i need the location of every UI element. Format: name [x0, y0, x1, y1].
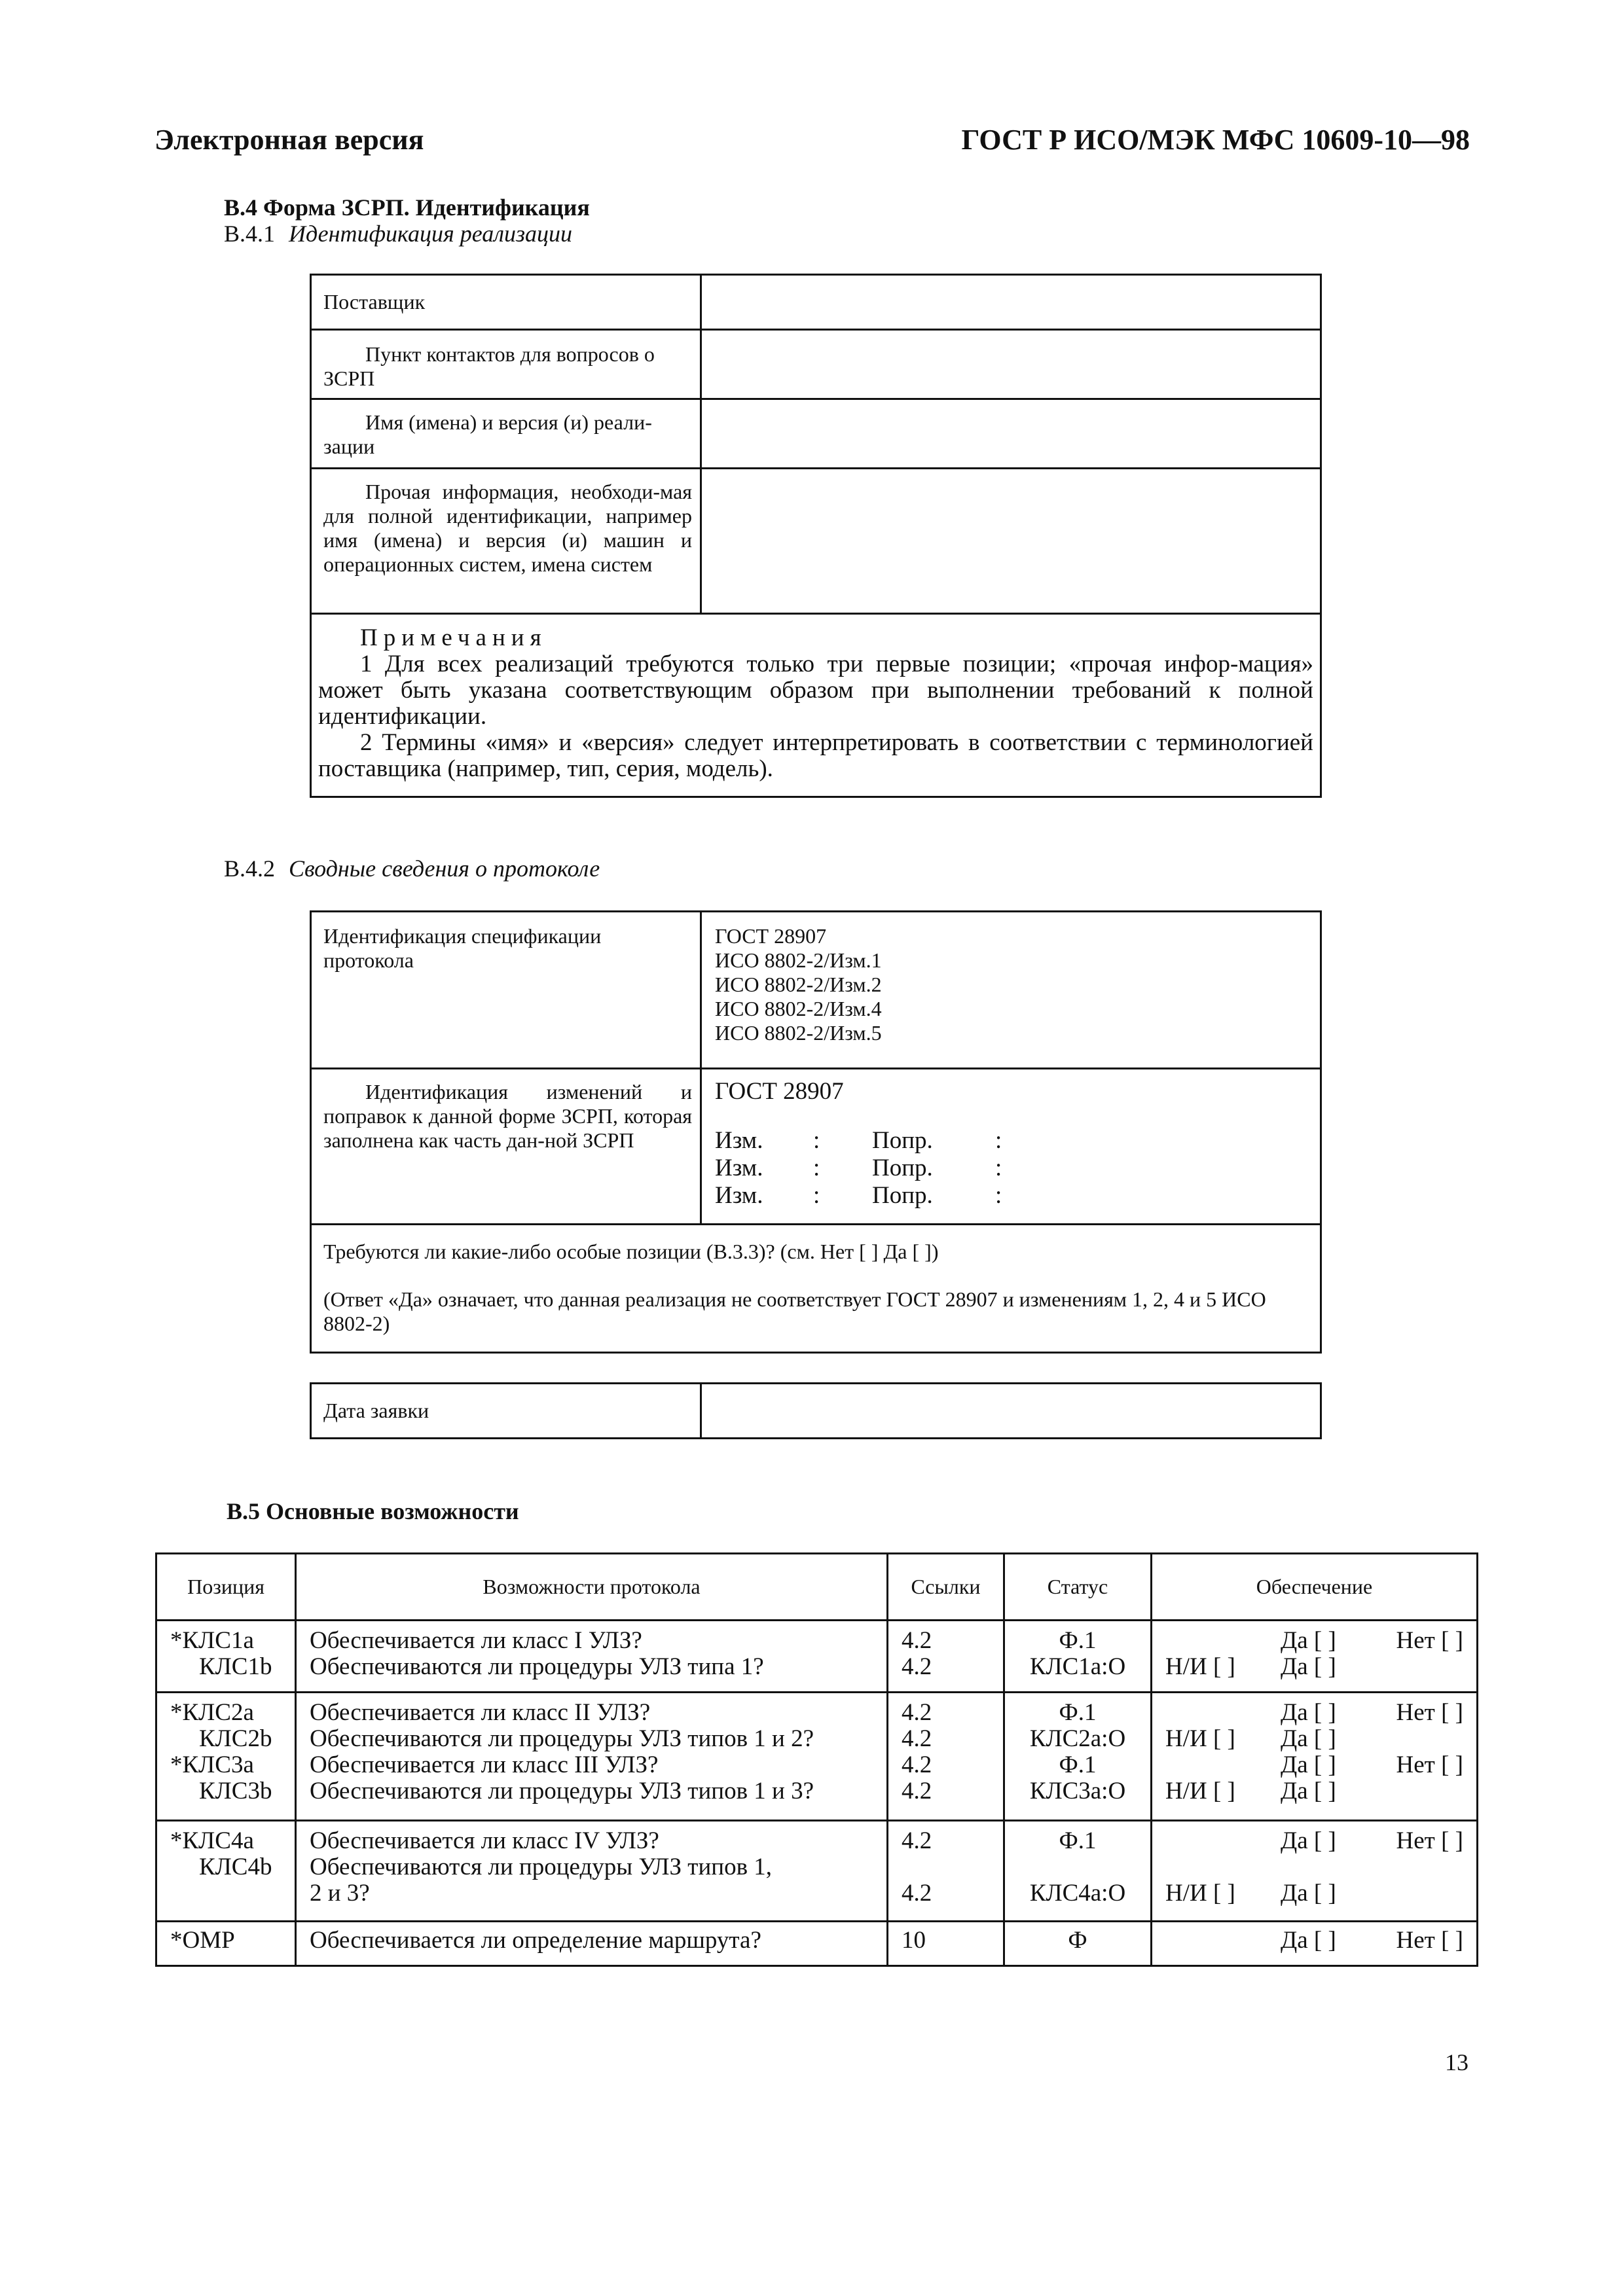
position-value: КЛС4b: [199, 1854, 272, 1880]
no-checkbox[interactable]: Нет [ ]: [1396, 1751, 1463, 1778]
special-question: Требуются ли какие-либо особые позиции (В.3.3)? (см. Нет [ ] Да [ ]): [323, 1240, 939, 1263]
capability-text: Обеспечиваются ли процедуры УЛЗ типов 1 и 2?: [310, 1725, 814, 1752]
table-row: [311, 469, 1321, 614]
support-cell: [1152, 1821, 1478, 1922]
status-value: Ф.1: [1059, 1699, 1097, 1726]
position-cell: [156, 1621, 296, 1693]
position-cell: [156, 1922, 296, 1966]
capability-text: Обеспечиваются ли процедуры УЛЗ типов 1 и 3?: [310, 1778, 814, 1804]
yes-checkbox[interactable]: Да [ ]: [1281, 1699, 1336, 1726]
yes-checkbox[interactable]: Да [ ]: [1281, 1880, 1336, 1907]
position-value: *ОМР: [170, 1927, 235, 1954]
table-row: [311, 330, 1321, 399]
notes-cell: [311, 614, 1321, 797]
no-checkbox[interactable]: Нет [ ]: [1396, 1827, 1463, 1854]
table-row: [156, 1922, 1478, 1966]
header-left: Электронная версия: [155, 124, 424, 156]
status-cell: [1004, 1693, 1152, 1821]
support-line: [1165, 1752, 1463, 1778]
page-number: 13: [1445, 2049, 1468, 2075]
status-value: [1008, 1854, 1148, 1880]
no-checkbox[interactable]: Нет [ ]: [1396, 1627, 1463, 1654]
na-checkbox[interactable]: [1165, 1828, 1281, 1854]
na-checkbox[interactable]: Н/И [ ]: [1165, 1653, 1235, 1680]
amend-label: Идентификация изменений и поправок к данной форме ЗСРП, которая заполнена как часть дан-ной ЗСРП: [311, 1069, 701, 1225]
support-line: [1165, 1928, 1463, 1954]
col-header-status: Статус: [1004, 1554, 1152, 1621]
status-cell: [1004, 1621, 1152, 1693]
spec-value-2: ИСО 8802-2/Изм.2: [715, 973, 882, 996]
table-row: [156, 1821, 1478, 1922]
position-value: *КЛС1а: [170, 1627, 254, 1654]
amend-colon: :: [995, 1182, 1002, 1209]
support-line: [1165, 1700, 1463, 1726]
identification-table: [310, 274, 1322, 798]
table-row: [311, 1069, 1321, 1225]
table-row: [156, 1693, 1478, 1821]
table-row: [156, 1621, 1478, 1693]
yes-checkbox[interactable]: Да [ ]: [1281, 1927, 1336, 1954]
capability-text: 2 и 3?: [310, 1880, 370, 1907]
support-line: [1165, 1628, 1463, 1654]
position-value: *КЛС2а: [170, 1699, 254, 1726]
status-value: Ф.1: [1059, 1827, 1097, 1854]
status-cell: [1004, 1922, 1152, 1966]
amend-row: [715, 1182, 1307, 1210]
position-value: *КЛС4а: [170, 1827, 254, 1854]
support-line: [1165, 1854, 1463, 1880]
na-checkbox[interactable]: [1165, 1928, 1281, 1954]
position-value: КЛС3b: [199, 1778, 272, 1804]
col-header-capabilities: Возможности протокола: [296, 1554, 888, 1621]
spec-values: [701, 912, 1321, 1069]
yes-checkbox[interactable]: Да [ ]: [1281, 1653, 1336, 1680]
status-value: Ф.1: [1059, 1627, 1097, 1654]
col-header-refs: Ссылки: [888, 1554, 1004, 1621]
amend-izm: Изм.: [715, 1182, 763, 1209]
na-checkbox[interactable]: [1165, 1752, 1281, 1778]
amend-list: [715, 1127, 1307, 1210]
special-cell: [311, 1225, 1321, 1353]
amend-popr: Попр.: [872, 1155, 933, 1181]
capability-cell: [296, 1821, 888, 1922]
amend-head: ГОСТ 28907: [715, 1078, 844, 1105]
table-header-row: [156, 1554, 1478, 1621]
refs-cell: [888, 1922, 1004, 1966]
support-cell: [1152, 1922, 1478, 1966]
header-right: ГОСТ Р ИСО/МЭК МФС 10609-10—98: [961, 124, 1470, 156]
name-version-value[interactable]: [701, 399, 1321, 469]
na-checkbox[interactable]: [1165, 1700, 1281, 1726]
ref-value: 4.2: [902, 1751, 932, 1778]
na-checkbox[interactable]: Н/И [ ]: [1165, 1880, 1235, 1907]
supplier-value[interactable]: [701, 275, 1321, 330]
amend-colon: :: [995, 1127, 1002, 1154]
ref-value: 4.2: [902, 1627, 932, 1654]
contact-label: Пункт контактов для вопросов о ЗСРП: [311, 330, 701, 399]
contact-value[interactable]: [701, 330, 1321, 399]
section-b41-number: В.4.1: [224, 221, 276, 247]
spec-label: Идентификация спецификации протокола: [311, 912, 701, 1069]
refs-cell: [888, 1693, 1004, 1821]
ref-value: 4.2: [902, 1653, 932, 1680]
ref-value: 4.2: [902, 1880, 932, 1907]
col-header-position: Позиция: [156, 1554, 296, 1621]
yes-checkbox[interactable]: Да [ ]: [1281, 1725, 1336, 1752]
status-value: КЛС3а:О: [1029, 1778, 1126, 1804]
no-checkbox[interactable]: Нет [ ]: [1396, 1927, 1463, 1954]
support-cell: [1152, 1693, 1478, 1821]
capability-text: Обеспечивается ли определение маршрута?: [310, 1927, 761, 1954]
date-label: Дата заявки: [311, 1384, 701, 1439]
col-header-support: Обеспечение: [1152, 1554, 1478, 1621]
na-checkbox[interactable]: [1165, 1628, 1281, 1654]
position-cell: [156, 1693, 296, 1821]
capability-cell: [296, 1922, 888, 1966]
amend-popr: Попр.: [872, 1127, 933, 1154]
spec-value-4: ИСО 8802-2/Изм.5: [715, 1021, 882, 1045]
yes-checkbox[interactable]: Да [ ]: [1281, 1827, 1336, 1854]
table-row: [311, 912, 1321, 1069]
position-cell: [156, 1821, 296, 1922]
support-cell: [1152, 1621, 1478, 1693]
status-value: КЛС4а:О: [1029, 1880, 1126, 1907]
na-checkbox[interactable]: Н/И [ ]: [1165, 1725, 1235, 1752]
support-line: [1165, 1880, 1463, 1907]
name-version-label: Имя (имена) и версия (и) реали-зации: [311, 399, 701, 469]
support-line: [1165, 1726, 1463, 1752]
section-b42-title: Сводные сведения о протоколе: [289, 855, 600, 882]
support-line: [1165, 1828, 1463, 1854]
capability-cell: [296, 1693, 888, 1821]
other-info-value[interactable]: [701, 469, 1321, 614]
section-b41-heading: [224, 220, 572, 247]
yes-checkbox[interactable]: Да [ ]: [1281, 1627, 1336, 1654]
note-2: 2 Термины «имя» и «версия» следует интерпретировать в соответствии с терминологией поставщика (например, тип, серия, модель).: [318, 729, 1313, 782]
notes-title: Примечания: [360, 624, 547, 651]
na-checkbox[interactable]: Н/И [ ]: [1165, 1778, 1235, 1804]
support-line: [1165, 1654, 1463, 1680]
other-info-label: Прочая информация, необходи-мая для полной идентификации, например имя (имена) и версия (и) машин и операционных систем, имена систем: [311, 469, 701, 614]
yes-checkbox[interactable]: [1281, 1854, 1463, 1880]
ref-value: 4.2: [902, 1725, 932, 1752]
table-row: [311, 614, 1321, 797]
ref-value: 4.2: [902, 1778, 932, 1804]
amend-izm: Изм.: [715, 1127, 763, 1154]
status-value: КЛС1а:О: [1029, 1653, 1126, 1680]
refs-cell: [888, 1621, 1004, 1693]
amend-colon: :: [813, 1127, 820, 1154]
ref-value: 4.2: [902, 1699, 932, 1726]
status-value: КЛС2а:О: [1029, 1725, 1126, 1752]
spec-value-1: ИСО 8802-2/Изм.1: [715, 948, 882, 972]
amend-izm: Изм.: [715, 1155, 763, 1181]
amend-values: [701, 1069, 1321, 1225]
position-value: *КЛС3а: [170, 1751, 254, 1778]
supplier-label: Поставщик: [311, 275, 701, 330]
capability-text: Обеспечивается ли класс II УЛЗ?: [310, 1699, 651, 1726]
support-line: [1165, 1778, 1463, 1804]
spec-value-0: ГОСТ 28907: [715, 924, 827, 948]
na-checkbox[interactable]: [1165, 1854, 1281, 1880]
protocol-summary-table: [310, 910, 1322, 1354]
status-value: Ф.1: [1059, 1751, 1097, 1778]
amend-colon: :: [995, 1155, 1002, 1181]
table-row: [311, 399, 1321, 469]
capability-cell: [296, 1621, 888, 1693]
amend-row: [715, 1155, 1307, 1182]
amend-colon: :: [813, 1182, 820, 1209]
position-value: КЛС1b: [199, 1653, 272, 1680]
table-row: [311, 275, 1321, 330]
note-1: 1 Для всех реализаций требуются только три первые позиции; «прочая инфор-мация» может быть указана соответствующим образом при выполнении требований к полной идентификации.: [318, 651, 1313, 730]
date-table: [310, 1382, 1322, 1439]
yes-checkbox[interactable]: Да [ ]: [1281, 1778, 1336, 1804]
capability-text: Обеспечивается ли класс I УЛЗ?: [310, 1627, 642, 1654]
amend-popr: Попр.: [872, 1182, 933, 1209]
capability-text: Обеспечиваются ли процедуры УЛЗ типа 1?: [310, 1653, 764, 1680]
table-row: [311, 1225, 1321, 1353]
capability-text: Обеспечиваются ли процедуры УЛЗ типов 1,: [310, 1854, 773, 1880]
section-b42-number: В.4.2: [224, 855, 276, 882]
amend-row: [715, 1127, 1307, 1155]
position-value: КЛС2b: [199, 1725, 272, 1752]
no-checkbox[interactable]: Нет [ ]: [1396, 1699, 1463, 1726]
ref-value: 10: [902, 1927, 926, 1954]
section-b42-heading: [224, 855, 600, 882]
capability-text: Обеспечивается ли класс III УЛЗ?: [310, 1751, 659, 1778]
table-row: [311, 1384, 1321, 1439]
capability-text: Обеспечивается ли класс IV УЛЗ?: [310, 1827, 659, 1854]
section-b41-title: Идентификация реализации: [289, 221, 572, 247]
status-cell: [1004, 1821, 1152, 1922]
special-note: (Ответ «Да» означает, что данная реализация не соответствует ГОСТ 28907 и изменениям 1, 2, 4 и 5 ИСО 8802-2): [323, 1287, 1266, 1335]
amend-colon: :: [813, 1155, 820, 1181]
date-value[interactable]: [701, 1384, 1321, 1439]
yes-checkbox[interactable]: Да [ ]: [1281, 1751, 1336, 1778]
refs-cell: [888, 1821, 1004, 1922]
section-b5-title: В.5 Основные возможности: [227, 1498, 519, 1524]
spec-value-3: ИСО 8802-2/Изм.4: [715, 997, 882, 1020]
status-value: Ф: [1068, 1927, 1087, 1954]
section-b4-title: В.4 Форма ЗСРП. Идентификация: [224, 194, 590, 221]
ref-value: 4.2: [902, 1827, 932, 1854]
capabilities-table: [155, 1552, 1478, 1967]
ref-value: [902, 1854, 998, 1880]
